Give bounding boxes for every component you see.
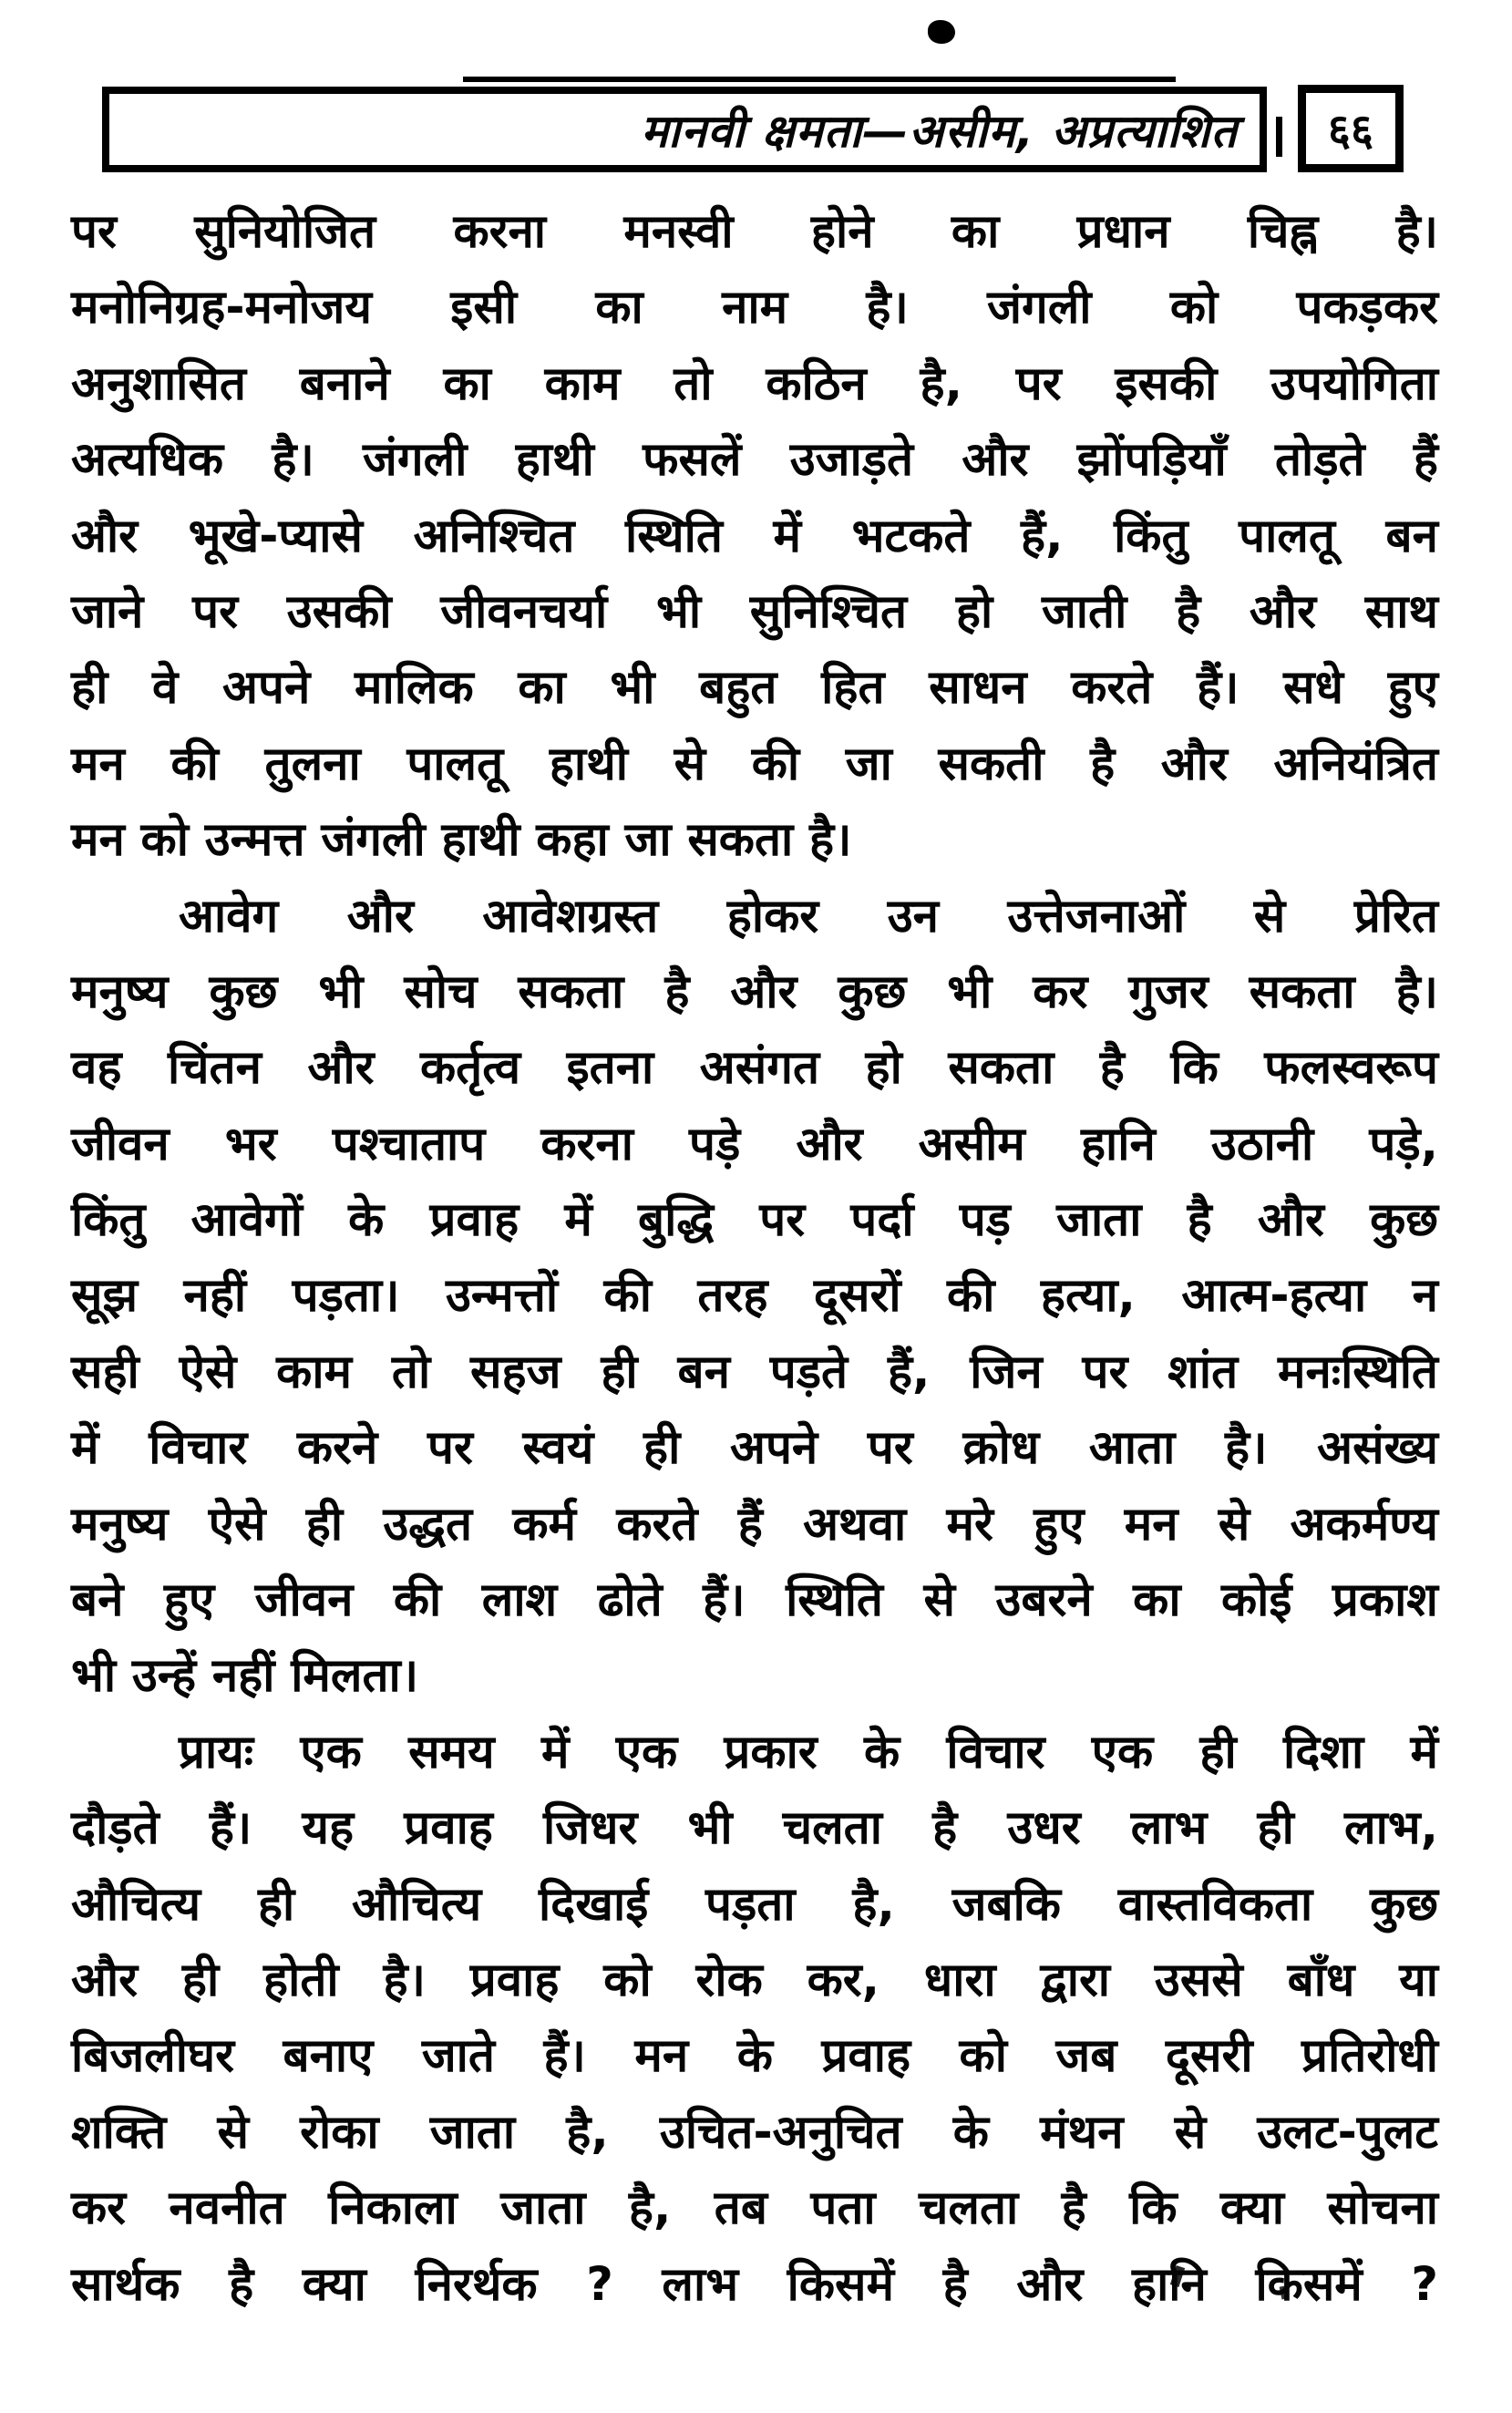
text-line: प्रायः एक समय में एक प्रकार के विचार एक ही दिशा में <box>179 1725 1438 1779</box>
text-line: अनुशासित बनाने का काम तो कठिन है, पर इसकी उपयोगिता <box>71 356 1438 411</box>
text-line: सही ऐसे काम तो सहज ही बन पड़ते हैं, जिन पर शांत मनःस्थिति <box>71 1345 1438 1399</box>
text-line: मनोनिग्रह-मनोजय इसी का नाम है। जंगली को पकड़कर <box>71 281 1438 335</box>
chapter-title-box <box>102 87 1267 172</box>
text-line: वह चिंतन और कर्तृत्व इतना असंगत हो सकता है कि फलस्वरूप <box>71 1041 1438 1096</box>
text-line: सूझ नहीं पड़ता। उन्मत्तों की तरह दूसरों की हत्या, आत्म-हत्या न <box>71 1269 1438 1324</box>
page-number: ६६ <box>1328 104 1373 156</box>
text-line: कर नवनीत निकाला जाता है, तब पता चलता है कि क्या सोचना <box>71 2181 1438 2236</box>
text-line: शक्ति से रोका जाता है, उचित-अनुचित के मंथन से उलट-पुलट <box>71 2105 1438 2160</box>
text-line: में विचार करने पर स्वयं ही अपने पर क्रोध आता है। असंख्य <box>71 1421 1438 1476</box>
text-line: बने हुए जीवन की लाश ढोते हैं। स्थिति से उबरने का कोई प्रकाश <box>71 1573 1438 1628</box>
text-line: जीवन भर पश्चाताप करना पड़े और असीम हानि उठानी पड़े, <box>71 1117 1438 1171</box>
scan-artifact <box>928 20 955 44</box>
text-line: बिजलीघर बनाए जाते हैं। मन के प्रवाह को जब दूसरी प्रतिरोधी <box>71 2029 1438 2084</box>
text-line: सार्थक है क्या निरर्थक ? लाभ किसमें है और हानि किसमें ? <box>71 2257 1438 2312</box>
text-line: आवेग और आवेशग्रस्त होकर उन उत्तेजनाओं से प्रेरित <box>179 889 1438 944</box>
text-line: जाने पर उसकी जीवनचर्या भी सुनिश्चित हो जाती है और साथ <box>71 584 1438 639</box>
scan-artifact <box>1276 117 1282 157</box>
text-line: मनुष्य ऐसे ही उद्धत कर्म करते हैं अथवा मरे हुए मन से अकर्मण्य <box>71 1497 1438 1552</box>
page-number-box <box>1298 85 1404 172</box>
chapter-title: मानवी क्षमता—असीम, अप्रत्याशित <box>641 105 1238 158</box>
text-line: दौड़ते हैं। यह प्रवाह जिधर भी चलता है उधर लाभ ही लाभ, <box>71 1801 1438 1856</box>
scan-artifact <box>463 77 1176 82</box>
text-line: और भूखे-प्यासे अनिश्चित स्थिति में भटकते हैं, किंतु पालतू बन <box>71 509 1438 563</box>
text-line: किंतु आवेगों के प्रवाह में बुद्धि पर पर्दा पड़ जाता है और कुछ <box>71 1193 1438 1248</box>
text-line: पर सुनियोजित करना मनस्वी होने का प्रधान चिह्न है। <box>71 205 1438 259</box>
text-line: भी उन्हें नहीं मिलता। <box>71 1649 419 1704</box>
text-body <box>71 194 1438 2323</box>
text-line: ही वे अपने मालिक का भी बहुत हित साधन करते हैं। सधे हुए <box>71 661 1438 716</box>
text-line: मन को उन्मत्त जंगली हाथी कहा जा सकता है। <box>71 813 852 868</box>
text-line: और ही होती है। प्रवाह को रोक कर, धारा द्वारा उससे बाँध या <box>71 1953 1438 2007</box>
text-line: मन की तुलना पालतू हाथी से की जा सकती है और अनियंत्रित <box>71 737 1438 791</box>
text-line: अत्यधिक है। जंगली हाथी फसलें उजाड़ते और झोंपड़ियाँ तोड़ते हैं <box>71 433 1438 488</box>
text-line: मनुष्य कुछ भी सोच सकता है और कुछ भी कर गुजर सकता है। <box>71 964 1438 1019</box>
text-line: औचित्य ही औचित्य दिखाई पड़ता है, जबकि वास्तविकता कुछ <box>71 1877 1438 1932</box>
